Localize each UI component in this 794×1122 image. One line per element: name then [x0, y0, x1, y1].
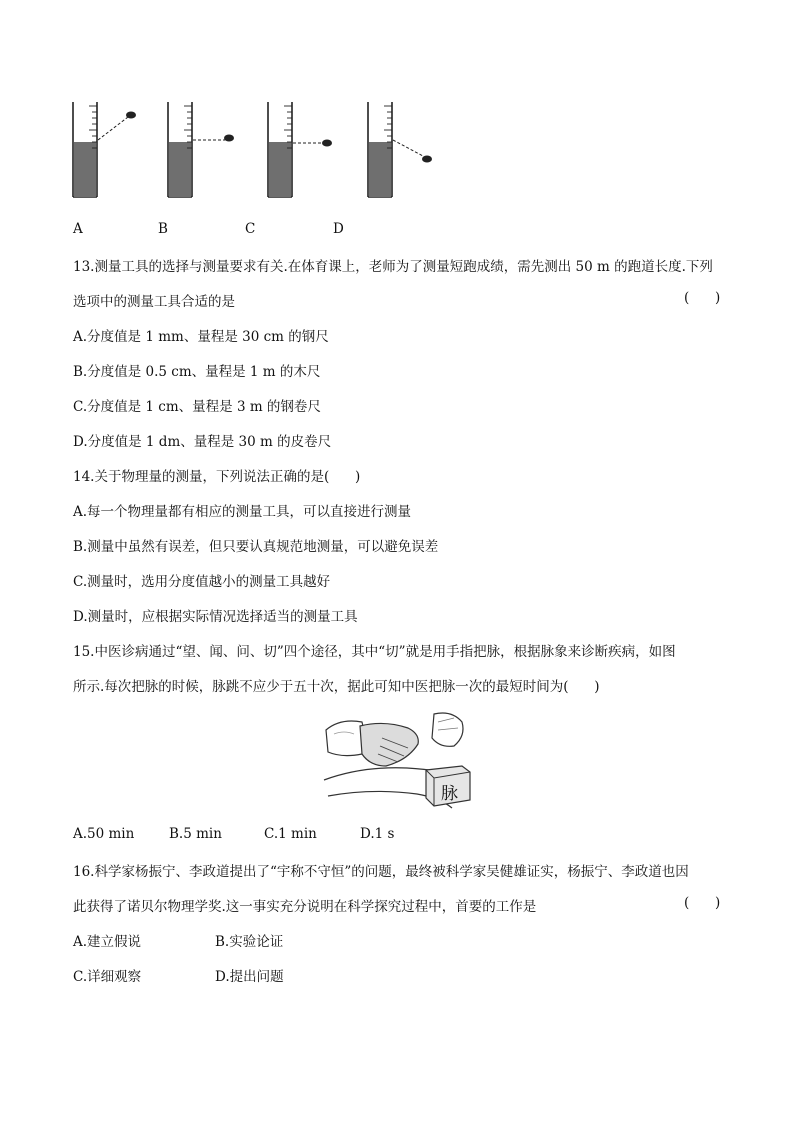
q15-option-a: A.50 min [73, 826, 135, 842]
q13-stem-line2: 选项中的测量工具合适的是 [73, 294, 235, 310]
q16-option-b: B.实验论证 [215, 934, 284, 950]
cylinder-a-diagram [60, 100, 150, 205]
q13-option-c: C.分度值是 1 cm、量程是 3 m 的钢卷尺 [73, 399, 321, 415]
figure-label-d: D [333, 221, 344, 237]
q15-option-d: D.1 s [360, 826, 395, 842]
q16-option-d: D.提出问题 [215, 969, 284, 985]
cylinder-c-diagram [255, 100, 345, 205]
figure-label-c: C [245, 221, 256, 237]
figure-label-a: A [73, 221, 83, 237]
pulse-taking-illustration [322, 708, 472, 810]
q13-option-d: D.分度值是 1 dm、量程是 30 m 的皮卷尺 [73, 434, 332, 450]
q16-stem-line2: 此获得了诺贝尔物理学奖.这一事实充分说明在科学探究过程中，首要的工作是 [73, 899, 537, 915]
q13-option-b: B.分度值是 0.5 cm、量程是 1 m 的木尺 [73, 364, 321, 380]
cylinder-d-diagram [355, 100, 445, 205]
q15-stem-line1: 15.中医诊病通过“望、闻、问、切”四个途径，其中“切”就是用手指把脉，根据脉象来诊断疾病，如图 [73, 644, 676, 660]
pulse-block-label: 脉 [441, 784, 458, 804]
q14-option-c: C.测量时，选用分度值越小的测量工具越好 [73, 574, 331, 590]
q16-answer-blank: ( ) [684, 895, 721, 911]
q16-option-c: C.详细观察 [73, 969, 142, 985]
q15-option-c: C.1 min [264, 826, 317, 842]
q16-stem-line1: 16.科学家杨振宁、李政道提出了“宇称不守恒”的问题，最终被科学家吴健雄证实，杨振宁、李政道也因 [73, 864, 689, 880]
cylinder-b-diagram [155, 100, 245, 205]
figure-label-b: B [158, 221, 168, 237]
q13-option-a: A.分度值是 1 mm、量程是 30 cm 的钢尺 [73, 329, 329, 345]
q14-option-d: D.测量时，应根据实际情况选择适当的测量工具 [73, 609, 358, 625]
q13-stem-line1: 13.测量工具的选择与测量要求有关.在体育课上，老师为了测量短跑成绩，需先测出 50 m 的跑道长度.下列 [73, 259, 713, 275]
q15-stem-line2: 所示.每次把脉的时候，脉跳不应少于五十次，据此可知中医把脉一次的最短时间为( ) [73, 679, 600, 695]
q14-stem: 14.关于物理量的测量，下列说法正确的是( ) [73, 469, 361, 485]
q13-answer-blank: ( ) [684, 290, 721, 306]
q16-option-a: A.建立假说 [73, 934, 142, 950]
q14-option-b: B.测量中虽然有误差，但只要认真规范地测量，可以避免误差 [73, 539, 439, 555]
q15-option-b: B.5 min [169, 826, 222, 842]
q14-option-a: A.每一个物理量都有相应的测量工具，可以直接进行测量 [73, 504, 412, 520]
